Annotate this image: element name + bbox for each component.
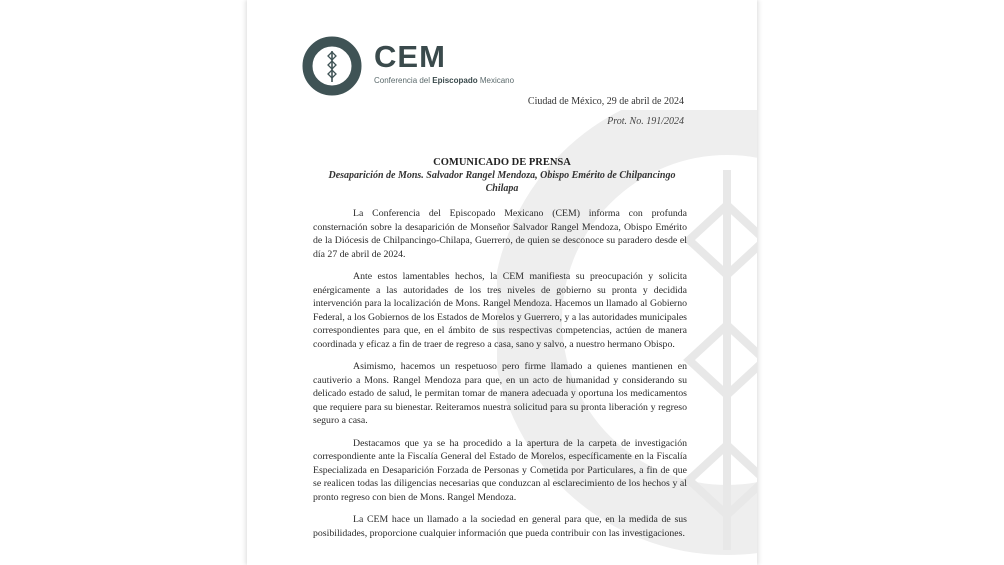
cem-logo — [300, 34, 540, 98]
paragraph: La CEM hace un llamado a la sociedad en general para que, en la medida de sus posibilidades, proporcione cualquier información que pueda contribuir con las investigaciones. — [313, 514, 687, 539]
document-page — [247, 0, 757, 565]
cem-full-name: Conferencia del Episcopado Mexicano — [374, 76, 515, 85]
document-title: COMUNICADO DE PRENSA — [433, 157, 571, 168]
paragraph: La Conferencia del Episcopado Mexicano (CEM) informa con profunda consternación sobre la desaparición de Monseñor Salvador Rangel Mendoza, Obispo Emérito de la Diócesis de Chilpancingo-Chilapa, Guerrero, de quien se desconoce su paradero desde el día 27 de abril de 2024. — [313, 208, 687, 260]
document-subtitle: Desaparición de Mons. Salvador Rangel Mendoza, Obispo Emérito de Chilpancingo Chilapa — [328, 170, 676, 194]
document-body — [313, 207, 687, 549]
cem-acronym: CEM — [374, 39, 446, 74]
protocol-number: Prot. No. 191/2024 — [607, 116, 684, 127]
date-line: Ciudad de México, 29 de abril de 2024 — [527, 96, 684, 107]
cem-emblem-icon — [300, 34, 364, 98]
paragraph: Asimismo, hacemos un respetuoso pero firme llamado a quienes mantienen en cautiverio a Mons. Rangel Mendoza para que, en un acto de humanidad y considerando su delicado estado de salud, le permitan tomar de manera adecuada y oportuna los medicamentos que requiere para su bienestar. Reiteramos nuestra solicitud para su pronta liberación y regreso seguro a casa. — [313, 361, 687, 426]
paragraph: Destacamos que ya se ha procedido a la apertura de la carpeta de investigación correspondiente ante la Fiscalía General del Estado de Morelos, específicamente en la Fiscalía Especializada en Desaparición Forzada de Personas y Cometida por Particulares, a fin de que se realicen todas las diligencias necesarias que conduzcan al esclarecimiento de los hechos y al pronto regreso con bien de Mons. Rangel Mendoza. — [313, 437, 687, 503]
paragraph: Ante estos lamentables hechos, la CEM manifiesta su preocupación y solicita enérgicamente a las autoridades de los tres niveles de gobierno su pronta y decidida intervención para la localización de Mons. Rangel Mendoza. Hacemos un llamado al Gobierno Federal, a los Gobiernos de los Estados de Morelos y Guerrero, y a las autoridades municipales correspondientes para que, en el ámbito de sus respectivas competencias, actúen de manera coordinada y eficaz a fin de traer de regreso a casa, sano y salvo, a nuestro hermano Obispo. — [313, 271, 687, 350]
